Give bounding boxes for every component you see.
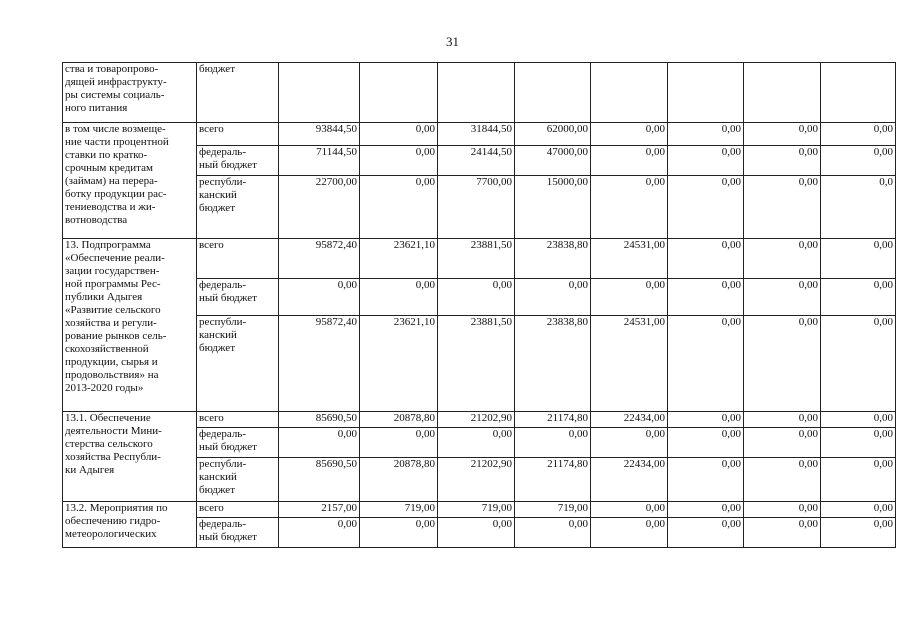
measure-description-line: ние части процентной xyxy=(65,136,169,148)
funding-source-label xyxy=(199,176,276,215)
measure-description-cell xyxy=(63,63,197,123)
funding-source-line: бюджет xyxy=(199,484,235,496)
amount-cell: 0,00 xyxy=(591,176,668,239)
funding-source-line: федераль- xyxy=(199,146,246,158)
amount-cell: 0,00 xyxy=(668,279,744,316)
amount-cell: 0,00 xyxy=(360,176,438,239)
amount-cell: 21202,90 xyxy=(438,458,515,502)
amount-cell: 719,00 xyxy=(438,502,515,518)
amount-cell: 71144,50 xyxy=(279,146,360,176)
amount-cell: 22700,00 xyxy=(279,176,360,239)
amount-cell: 0,00 xyxy=(360,428,438,458)
amount-cell: 0,00 xyxy=(515,428,591,458)
amount-cell: 24531,00 xyxy=(591,239,668,279)
amount-cell: 0,00 xyxy=(744,279,821,316)
amount-cell: 0,00 xyxy=(821,502,896,518)
amount-cell xyxy=(744,63,821,123)
measure-description-line: продукции, сырья и xyxy=(65,356,158,368)
measure-description-line: публики Адыгея xyxy=(65,291,143,303)
amount-cell: 0,00 xyxy=(668,123,744,146)
amount-cell: 0,00 xyxy=(744,518,821,548)
measure-description-line: ства и товаропрово- xyxy=(65,63,159,75)
amount-cell: 0,00 xyxy=(744,412,821,428)
amount-cell: 95872,40 xyxy=(279,239,360,279)
measure-description-line: стерства сельского xyxy=(65,438,153,450)
measure-description-line: 13.2. Мероприятия по xyxy=(65,502,168,514)
measure-description-line: ного питания xyxy=(65,102,128,114)
table-row xyxy=(63,502,896,518)
amount-cell: 0,00 xyxy=(744,428,821,458)
amount-cell: 0,00 xyxy=(591,279,668,316)
amount-cell: 23838,80 xyxy=(515,316,591,412)
measure-description-line: продовольствия» на xyxy=(65,369,159,381)
funding-source-line: федераль- xyxy=(199,428,246,440)
amount-cell: 0,00 xyxy=(821,279,896,316)
funding-source-cell xyxy=(197,412,279,428)
amount-cell: 15000,00 xyxy=(515,176,591,239)
amount-cell: 22434,00 xyxy=(591,458,668,502)
amount-cell: 0,00 xyxy=(668,518,744,548)
measure-description-line: «Развитие сельского xyxy=(65,304,161,316)
funding-source-line: республи- xyxy=(199,176,247,188)
amount-cell: 0,00 xyxy=(668,239,744,279)
table-row xyxy=(63,63,896,123)
amount-cell: 2157,00 xyxy=(279,502,360,518)
funding-source-label xyxy=(199,146,276,172)
amount-cell: 0,00 xyxy=(515,518,591,548)
amount-cell: 719,00 xyxy=(360,502,438,518)
amount-cell: 23838,80 xyxy=(515,239,591,279)
amount-cell: 62000,00 xyxy=(515,123,591,146)
funding-source-line: канский xyxy=(199,189,237,201)
funding-source-cell xyxy=(197,279,279,316)
amount-cell: 719,00 xyxy=(515,502,591,518)
measure-description-line: скохозяйственной xyxy=(65,343,149,355)
amount-cell: 0,00 xyxy=(360,146,438,176)
funding-source-line: ный бюджет xyxy=(199,441,257,453)
amount-cell: 0,00 xyxy=(438,428,515,458)
measure-description-line: тениеводства и жи- xyxy=(65,201,156,213)
funding-source-label: всего xyxy=(199,502,224,514)
measure-description-line: ной программы Рес- xyxy=(65,278,161,290)
funding-source-line: бюджет xyxy=(199,342,235,354)
funding-source-line: федераль- xyxy=(199,518,246,530)
measure-description-line: «Обеспечение реали- xyxy=(65,252,165,264)
amount-cell: 0,00 xyxy=(821,123,896,146)
amount-cell xyxy=(668,63,744,123)
measure-description-line: (займам) на перера- xyxy=(65,175,158,187)
amount-cell xyxy=(360,63,438,123)
funding-source-line: ный бюджет xyxy=(199,292,257,304)
amount-cell: 0,00 xyxy=(591,518,668,548)
measure-description-line: ки Адыгея xyxy=(65,464,115,476)
amount-cell: 21202,90 xyxy=(438,412,515,428)
funding-source-line: бюджет xyxy=(199,202,235,214)
measure-description-line: ставки по кратко- xyxy=(65,149,148,161)
measure-description-line: хозяйства и регули- xyxy=(65,317,157,329)
table-row xyxy=(63,123,896,146)
amount-cell: 0,00 xyxy=(360,279,438,316)
measure-description-line: хозяйства Республи- xyxy=(65,451,161,463)
funding-source-label: всего xyxy=(199,123,224,135)
amount-cell: 0,00 xyxy=(279,518,360,548)
funding-source-cell xyxy=(197,316,279,412)
amount-cell: 0,00 xyxy=(591,502,668,518)
funding-source-cell xyxy=(197,502,279,518)
measure-description-line: ботку продукции рас- xyxy=(65,188,167,200)
amount-cell: 93844,50 xyxy=(279,123,360,146)
funding-source-cell xyxy=(197,63,279,123)
amount-cell: 21174,80 xyxy=(515,412,591,428)
measure-description-line: в том числе возмеще- xyxy=(65,123,166,135)
amount-cell: 0,00 xyxy=(668,146,744,176)
amount-cell: 0,00 xyxy=(821,412,896,428)
amount-cell: 0,00 xyxy=(744,458,821,502)
amount-cell: 23621,10 xyxy=(360,239,438,279)
funding-source-cell xyxy=(197,518,279,548)
amount-cell: 0,00 xyxy=(668,412,744,428)
funding-source-label xyxy=(199,458,276,497)
amount-cell: 85690,50 xyxy=(279,458,360,502)
amount-cell: 0,00 xyxy=(279,428,360,458)
amount-cell: 20878,80 xyxy=(360,412,438,428)
amount-cell: 0,00 xyxy=(515,279,591,316)
amount-cell: 47000,00 xyxy=(515,146,591,176)
amount-cell: 0,00 xyxy=(668,316,744,412)
measure-description-line: 2013-2020 годы» xyxy=(65,382,144,394)
measure-description-line: зации государствен- xyxy=(65,265,160,277)
funding-source-label: бюджет xyxy=(199,63,235,75)
measure-description-line: 13. Подпрограмма xyxy=(65,239,151,251)
amount-cell: 0,00 xyxy=(821,518,896,548)
amount-cell: 0,00 xyxy=(744,176,821,239)
amount-cell: 0,00 xyxy=(668,458,744,502)
amount-cell: 23881,50 xyxy=(438,316,515,412)
funding-source-cell xyxy=(197,146,279,176)
amount-cell xyxy=(591,63,668,123)
amount-cell: 0,00 xyxy=(821,239,896,279)
measure-description-line: обеспечению гидро- xyxy=(65,515,161,527)
amount-cell: 0,00 xyxy=(744,146,821,176)
amount-cell: 20878,80 xyxy=(360,458,438,502)
amount-cell: 0,00 xyxy=(438,518,515,548)
measure-description-line: срочным кредитам xyxy=(65,162,153,174)
amount-cell: 0,00 xyxy=(668,176,744,239)
funding-source-line: федераль- xyxy=(199,279,246,291)
measure-description-line: дящей инфраструкту- xyxy=(65,76,167,88)
amount-cell: 85690,50 xyxy=(279,412,360,428)
funding-source-cell xyxy=(197,176,279,239)
amount-cell: 0,0 xyxy=(821,176,896,239)
amount-cell: 0,00 xyxy=(360,518,438,548)
measure-description-cell xyxy=(63,239,197,412)
amount-cell: 21174,80 xyxy=(515,458,591,502)
measure-description-line: ры системы социаль- xyxy=(65,89,165,101)
amount-cell: 22434,00 xyxy=(591,412,668,428)
funding-source-label xyxy=(199,316,276,355)
measure-description-line: рование рынков сель- xyxy=(65,330,167,342)
funding-source-label xyxy=(199,428,276,454)
amount-cell xyxy=(438,63,515,123)
amount-cell: 0,00 xyxy=(668,428,744,458)
funding-source-label xyxy=(199,279,276,305)
amount-cell: 24144,50 xyxy=(438,146,515,176)
measure-description-line: 13.1. Обеспечение xyxy=(65,412,151,424)
amount-cell: 0,00 xyxy=(591,146,668,176)
amount-cell: 23881,50 xyxy=(438,239,515,279)
amount-cell: 23621,10 xyxy=(360,316,438,412)
funding-source-line: республи- xyxy=(199,316,247,328)
amount-cell: 0,00 xyxy=(438,279,515,316)
page-number: 31 xyxy=(446,34,459,49)
amount-cell: 0,00 xyxy=(744,123,821,146)
table-row xyxy=(63,412,896,428)
funding-source-line: канский xyxy=(199,329,237,341)
measure-description-cell xyxy=(63,502,197,548)
amount-cell: 0,00 xyxy=(279,279,360,316)
funding-source-line: ный бюджет xyxy=(199,159,257,171)
amount-cell xyxy=(279,63,360,123)
funding-source-cell xyxy=(197,428,279,458)
amount-cell: 0,00 xyxy=(744,316,821,412)
measure-description-line: деятельности Мини- xyxy=(65,425,162,437)
table-row xyxy=(63,239,896,279)
measure-description-cell xyxy=(63,123,197,239)
funding-source-cell xyxy=(197,123,279,146)
amount-cell: 0,00 xyxy=(821,146,896,176)
amount-cell: 0,00 xyxy=(821,316,896,412)
amount-cell: 0,00 xyxy=(591,123,668,146)
budget-table xyxy=(62,62,896,548)
amount-cell: 0,00 xyxy=(360,123,438,146)
funding-source-label: всего xyxy=(199,239,224,251)
funding-source-label: всего xyxy=(199,412,224,424)
amount-cell: 31844,50 xyxy=(438,123,515,146)
amount-cell: 7700,00 xyxy=(438,176,515,239)
measure-description-cell xyxy=(63,412,197,502)
funding-source-line: канский xyxy=(199,471,237,483)
amount-cell: 95872,40 xyxy=(279,316,360,412)
measure-description-line: метеорологических xyxy=(65,528,157,540)
amount-cell: 24531,00 xyxy=(591,316,668,412)
amount-cell: 0,00 xyxy=(821,458,896,502)
amount-cell: 0,00 xyxy=(744,239,821,279)
measure-description-line: вотноводства xyxy=(65,214,128,226)
amount-cell: 0,00 xyxy=(591,428,668,458)
amount-cell xyxy=(821,63,896,123)
amount-cell: 0,00 xyxy=(821,428,896,458)
funding-source-line: ный бюджет xyxy=(199,531,257,543)
funding-source-label xyxy=(199,518,276,544)
amount-cell: 0,00 xyxy=(668,502,744,518)
funding-source-line: республи- xyxy=(199,458,247,470)
amount-cell xyxy=(515,63,591,123)
amount-cell: 0,00 xyxy=(744,502,821,518)
funding-source-cell xyxy=(197,239,279,279)
funding-source-cell xyxy=(197,458,279,502)
